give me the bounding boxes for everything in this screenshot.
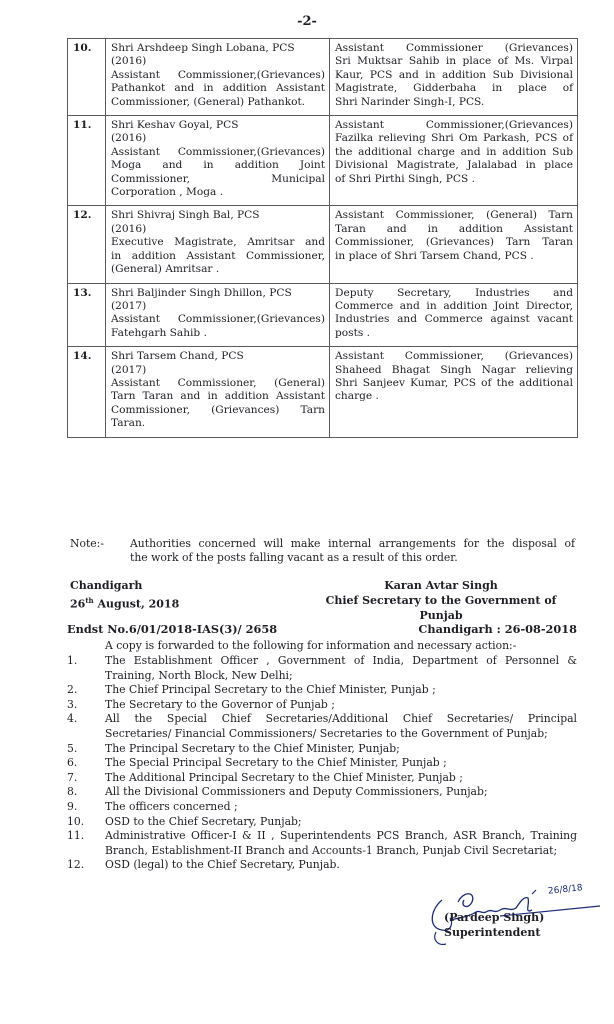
cell-line: (2017)	[111, 299, 147, 312]
recipient-item	[67, 742, 577, 757]
cell-line: charge .	[335, 390, 379, 403]
handwritten-date: 26/8/18	[547, 883, 584, 897]
cell-line: Taran and in addition Assistant	[335, 222, 573, 235]
cell-line: Commerce and in addition Joint Director,	[335, 299, 573, 312]
cell-line: Pathankot and in addition Assistant	[111, 82, 325, 95]
cell-line: Sri Muktsar Sahib in place of Ms. Virpal	[335, 55, 573, 68]
signatory-name: Karan Avtar Singh	[384, 579, 498, 592]
recipient-text: The Establishment Officer , Government of India, Department of Personnel &	[105, 654, 577, 667]
cell-line: Shri Sanjeev Kumar, PCS of the additional	[335, 376, 573, 389]
serial-number: 10.	[68, 39, 106, 116]
officer-new-posting	[330, 347, 578, 437]
recipient-list	[67, 654, 577, 873]
cell-line: Commissioner, (General) Pathankot.	[111, 95, 306, 108]
cell-line: Shri Narinder Singh-I, PCS.	[335, 95, 485, 108]
recipient-item	[67, 858, 577, 873]
recipient-number: 7.	[67, 770, 78, 784]
officer-current-posting	[106, 283, 330, 347]
cell-line: Shri Shivraj Singh Bal, PCS	[111, 209, 260, 222]
forward-text: A copy is forwarded to the following for information and necessary action:-	[105, 639, 517, 652]
cell-line: posts .	[335, 326, 371, 339]
recipient-text: OSD to the Chief Secretary, Punjab;	[105, 814, 302, 828]
cell-line: Shaheed Bhagat Singh Nagar relieving	[335, 363, 573, 376]
recipient-item	[67, 654, 577, 683]
note-text	[130, 537, 575, 565]
officer-new-posting	[330, 116, 578, 206]
recipient-number: 1.	[67, 654, 78, 667]
recipient-text: The Special Principal Secretary to the Chief Minister, Punjab ;	[105, 756, 447, 770]
endorsement-number: Endst No.6/01/2018-IAS(3)/ 2658	[67, 622, 278, 636]
cell-line: Fazilka relieving Shri Om Parkash, PCS of	[335, 132, 573, 145]
cell-line: of Shri Pirthi Singh, PCS .	[335, 172, 476, 185]
note-line: the work of the posts falling vacant as a result of this order.	[130, 551, 458, 564]
officer-current-posting	[106, 206, 330, 283]
cell-line: Executive Magistrate, Amritsar and	[111, 236, 325, 249]
cell-line: Corporation , Moga .	[111, 186, 224, 199]
serial-number: 13.	[68, 283, 106, 347]
cell-line: (General) Amritsar .	[111, 263, 220, 276]
table-row	[68, 39, 578, 116]
recipient-number: 6.	[67, 756, 78, 770]
cell-line: (2016)	[111, 222, 147, 235]
cell-line: Tarn Taran and in addition Assistant	[111, 390, 325, 403]
cell-line: Divisional Magistrate, Jalalabad in place	[335, 159, 573, 172]
issue-place-date	[70, 578, 179, 612]
issue-date: 26th August, 2018	[70, 596, 180, 611]
cell-line: Shri Baljinder Singh Dhillon, PCS	[111, 286, 292, 299]
cell-line: Assistant Commissioner, (Grievances)	[335, 350, 573, 363]
transfer-orders-table	[67, 38, 578, 438]
cell-line: Taran.	[111, 417, 146, 430]
cell-line: (2016)	[111, 55, 147, 68]
endorsement-header	[67, 622, 577, 636]
recipient-text: Secretaries/ Financial Commissioners/ Secretaries to the Government of Punjab;	[105, 726, 548, 740]
recipient-text: All the Divisional Commissioners and Deputy Commissioners, Punjab;	[105, 785, 488, 799]
recipient-item	[67, 785, 577, 800]
superintendent-block	[444, 910, 544, 940]
cell-line: in addition Assistant Commissioner,	[111, 249, 325, 262]
recipient-text: Administrative Officer-I & II , Superintendents PCS Branch, ASR Branch, Training	[105, 829, 577, 843]
serial-number: 12.	[68, 206, 106, 283]
cell-line: Kaur, PCS and in addition Sub Divisional	[335, 68, 573, 81]
recipient-text: The officers concerned ;	[105, 799, 238, 813]
cell-line: Assistant Commissioner, (General)	[111, 376, 325, 389]
recipient-item	[67, 698, 577, 713]
recipient-number: 2.	[67, 683, 78, 697]
recipient-item	[67, 683, 577, 698]
cell-line: Assistant Commissioner,(Grievances)	[111, 68, 325, 81]
officer-current-posting	[106, 116, 330, 206]
recipient-item	[67, 756, 577, 771]
recipient-text: The Additional Principal Secretary to the Chief Minister, Punjab ;	[105, 770, 463, 784]
cell-line: Assistant Commissioner, (General) Tarn	[335, 209, 573, 222]
note-line: Authorities concerned will make internal arrangements for the disposal of	[130, 537, 575, 550]
serial-number: 14.	[68, 347, 106, 437]
recipient-item	[67, 815, 577, 830]
cell-line: Industries and Commerce against vacant	[335, 313, 573, 326]
recipient-item	[67, 800, 577, 815]
officer-new-posting	[330, 39, 578, 116]
table-row	[68, 347, 578, 437]
recipient-number: 9.	[67, 799, 78, 813]
cell-line: Shri Keshav Goyal, PCS	[111, 119, 239, 132]
cell-line: Commissioner, (Grievances) Tarn	[111, 403, 325, 416]
cell-line: (2016)	[111, 132, 147, 145]
recipient-number: 4.	[67, 712, 78, 726]
cell-line: Shri Arshdeep Singh Lobana, PCS	[111, 42, 295, 54]
cell-line: in place of Shri Tarsem Chand, PCS .	[335, 249, 534, 262]
cell-line: the additional charge and in addition Sub	[335, 145, 573, 158]
officer-current-posting	[106, 347, 330, 437]
officer-new-posting	[330, 206, 578, 283]
cell-line: (2017)	[111, 363, 147, 376]
recipient-text: Branch, Establishment-II Branch and Accounts-1 Branch, Punjab Civil Secretariat;	[105, 843, 558, 857]
recipient-text: OSD (legal) to the Chief Secretary, Punjab.	[105, 858, 340, 872]
cell-line: Assistant Commissioner,(Grievances)	[111, 145, 325, 158]
recipient-text: All the Special Chief Secretaries/Additional Chief Secretaries/ Principal	[105, 712, 577, 726]
page-number: -2-	[297, 14, 317, 29]
serial-number: 11.	[68, 116, 106, 206]
recipient-number: 5.	[67, 741, 78, 755]
note-label: Note:-	[70, 537, 104, 550]
recipient-item	[67, 829, 577, 858]
cell-line: Magistrate, Gidderbaha in place of	[335, 82, 573, 95]
cell-line: Assistant Commissioner (Grievances)	[335, 42, 573, 54]
cell-line: Deputy Secretary, Industries and	[335, 286, 573, 299]
cell-line: Fatehgarh Sahib .	[111, 326, 207, 339]
table-row	[68, 283, 578, 347]
endorsement-place-date: Chandigarh : 26-08-2018	[418, 622, 577, 636]
signatory-title: Chief Secretary to the Government of Punjab	[325, 594, 557, 622]
signatory	[306, 578, 576, 623]
recipient-text: Training, North Block, New Delhi;	[105, 668, 293, 682]
recipient-number: 11.	[67, 829, 85, 843]
superintendent-name: (Pardeep Singh)	[444, 911, 545, 924]
officer-new-posting	[330, 283, 578, 347]
cell-line: Assistant Commissioner,(Grievances)	[111, 313, 325, 326]
table-row	[68, 206, 578, 283]
recipient-text: The Secretary to the Governor of Punjab ;	[105, 697, 335, 711]
recipient-number: 3.	[67, 697, 78, 711]
recipient-number: 8.	[67, 785, 78, 799]
recipient-item	[67, 771, 577, 786]
recipient-text: The Principal Secretary to the Chief Minister, Punjab;	[105, 741, 400, 755]
cell-line: Shri Tarsem Chand, PCS	[111, 350, 244, 363]
table-row	[68, 116, 578, 206]
superintendent-title: Superintendent	[444, 926, 541, 939]
recipient-text: The Chief Principal Secretary to the Chief Minister, Punjab ;	[105, 683, 436, 697]
officer-current-posting	[106, 39, 330, 116]
cell-line: Commissioner, (Grievances) Tarn Taran	[335, 236, 573, 249]
cell-line: Moga and in addition Joint	[111, 159, 325, 172]
cell-line: Assistant Commissioner,(Grievances)	[335, 119, 573, 132]
recipient-item	[67, 712, 577, 741]
cell-line: Commissioner, Municipal	[111, 172, 325, 185]
recipient-number: 10.	[67, 814, 85, 828]
issue-place: Chandigarh	[70, 579, 143, 592]
recipient-number: 12.	[67, 858, 85, 872]
